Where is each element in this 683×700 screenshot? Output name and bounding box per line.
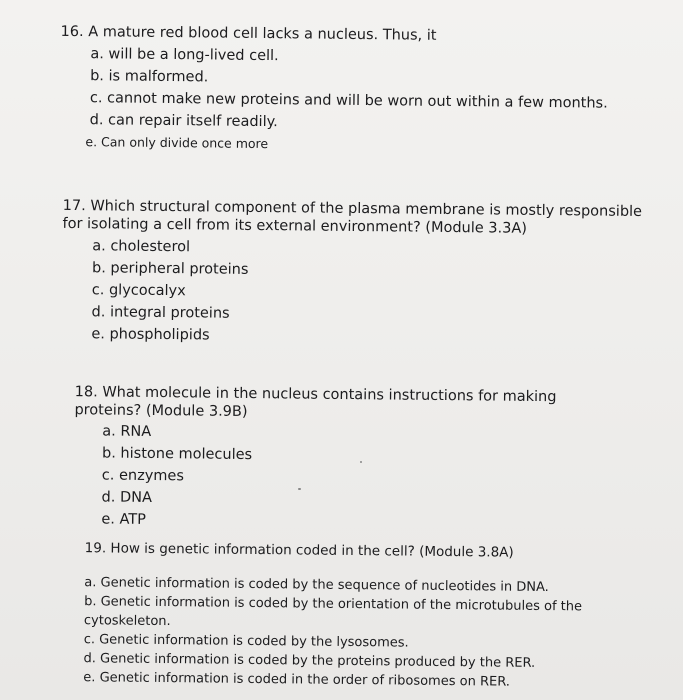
- question-16-option-a: a. will be a long-lived cell.: [90, 46, 279, 65]
- question-16-option-d: d. can repair itself readily.: [89, 112, 278, 131]
- question-19-stem: 19. How is genetic information coded in the cell? (Module 3.8A): [84, 540, 514, 561]
- question-16-option-b: b. is malformed.: [90, 68, 209, 86]
- question-16: [59, 23, 660, 159]
- question-16-stem: 16. A mature red blood cell lacks a nucleus. Thus, it: [60, 23, 437, 44]
- question-19: [83, 539, 625, 693]
- question-19-option-e: e. Genetic information is coded in the order of ribosomes on RER.: [83, 670, 511, 690]
- question-18: [73, 383, 615, 536]
- question-19-option-a: a. Genetic information is coded by the sequence of nucleotides in DNA.: [84, 575, 549, 596]
- question-18-option-b: b. histone molecules: [101, 445, 253, 464]
- question-18-stem: 18. What molecule in the nucleus contains instructions for making proteins? (Module 3.9B): [74, 384, 557, 420]
- question-17: [61, 197, 653, 351]
- question-17-option-b: b. peripheral proteins: [91, 260, 249, 278]
- question-17-option-d: d. integral proteins: [91, 304, 230, 322]
- question-18-option-c: c. enzymes: [101, 467, 184, 485]
- question-17-stem: 17. Which structural component of the plasma membrane is mostly responsible for isolating a cell from its external environment? (Module 3.3A): [62, 197, 643, 237]
- question-18-option-a: a. RNA: [102, 423, 152, 440]
- question-16-option-e: e. Can only divide once more: [85, 134, 269, 152]
- question-18-option-e: e. ATP: [101, 511, 146, 528]
- question-18-option-d: d. DNA: [101, 489, 153, 506]
- paper-speck: [298, 488, 301, 490]
- question-17-option-c: c. glycocalyx: [91, 282, 186, 300]
- question-17-option-a: a. cholesterol: [92, 238, 191, 256]
- question-19-option-c: c. Genetic information is coded by the lysosomes.: [83, 632, 409, 651]
- question-17-option-e: e. phospholipids: [91, 326, 210, 344]
- paper-speck: [360, 461, 362, 463]
- question-19-option-b: b. Genetic information is coded by the orientation of the microtubules of the cytoskeleton.: [83, 594, 583, 630]
- question-16-option-c: c. cannot make new proteins and will be worn out within a few months.: [89, 90, 608, 112]
- question-19-option-d: d. Genetic information is coded by the proteins produced by the RER.: [83, 651, 536, 671]
